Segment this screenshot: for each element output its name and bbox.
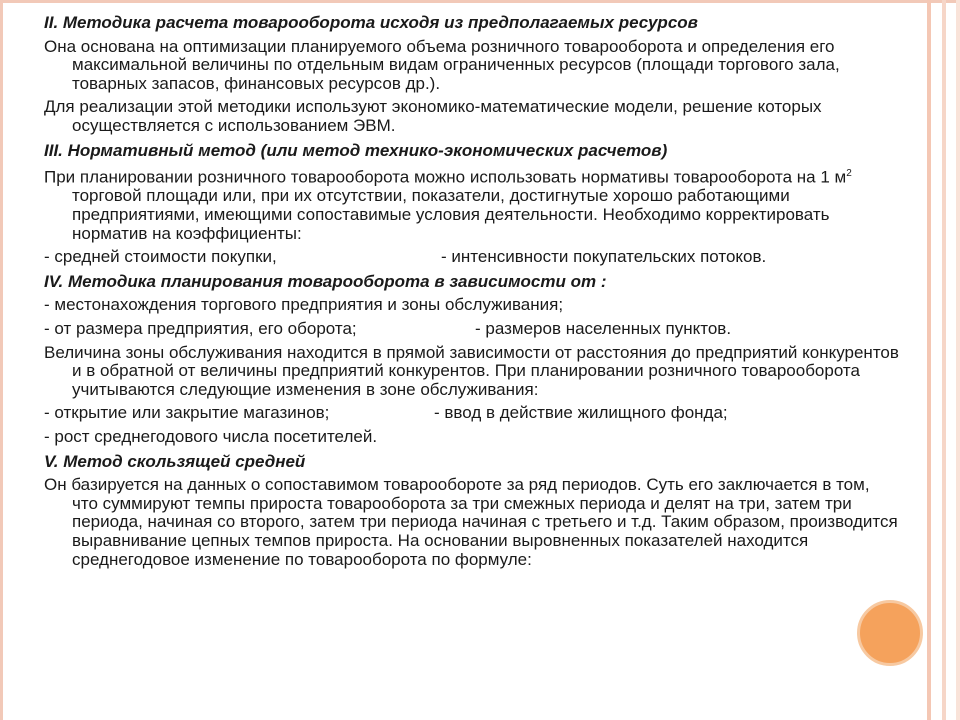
list-item-4c <box>44 404 900 423</box>
paragraph-3a-text-2: торговой площади или, при их отсутствии, показатели, достигнутые хорошо работающими предприятиями, имеющими сопоставимые условия деятельности. Необходимо корректировать норматив на коэффициенты: <box>72 186 830 243</box>
list-item-4b <box>44 320 900 339</box>
paragraph-3a-text-1: При планировании розничного товарооборота можно использовать нормативы товарооборота на 1 м <box>44 167 847 187</box>
list-item-4b-left: - от размера предприятия, его оборота; <box>44 318 357 338</box>
list-item-4c-left: - открытие или закрытие магазинов; <box>44 403 330 423</box>
list-item-3 <box>44 248 900 267</box>
paragraph-2b: Для реализации этой методики используют экономико-математические модели, решение которых осуществляется с использованием ЭВМ. <box>44 97 822 135</box>
list-item-4a: - местонахождения торгового предприятия и зоны обслуживания; <box>44 295 564 315</box>
slide-content <box>44 8 900 574</box>
paragraph-4: Величина зоны обслуживания находится в прямой зависимости от расстояния до предприятий конкурентов и в обратной от величины предприятий конкурентов. При планировании розничного товарооборота учитываются следующие изменения в зоне обслуживания: <box>44 342 899 399</box>
list-item-4c-right: - ввод в действие жилищного фонда; <box>434 403 728 423</box>
list-item-4d: - рост среднегодового числа посетителей. <box>44 426 378 446</box>
stripe <box>942 0 946 720</box>
slide-left-border <box>0 0 3 720</box>
paragraph-2a: Она основана на оптимизации планируемого объема розничного товарооборота и определения его максимальной величины по отдельным видам ограниченных ресурсов (площади торгового зала, товарных запасов, финансовых ресурсов др.). <box>44 36 840 93</box>
decorative-circle <box>857 600 923 666</box>
decorative-stripes <box>927 0 960 720</box>
paragraph-5: Он базируется на данных о сопоставимом товарообороте за ряд периодов. Суть его заключается в том, что суммируют темпы прироста товарооборота за три смежных периода и делят на три, затем три периода, начиная со второго, затем три периода начиная с третьего и т.д. Таким образом, производится выравнивание цепных темпов прироста. На основании выровненных показателей находится среднегодовое изменение по товарооборота по формуле: <box>44 475 898 569</box>
slide-top-border <box>0 0 960 3</box>
section-heading-5: V. Метод скользящей средней <box>44 451 306 471</box>
section-heading-4: IV. Методика планирования товарооборота в зависимости от : <box>44 271 607 291</box>
stripe <box>956 0 960 720</box>
list-item-4b-right: - размеров населенных пунктов. <box>475 318 732 338</box>
superscript-2: 2 <box>846 168 852 180</box>
paragraph-3a <box>44 165 900 243</box>
list-item-3-right: - интенсивности покупательских потоков. <box>441 247 767 267</box>
section-heading-3: III. Нормативный метод (или метод технико-экономических расчетов) <box>44 140 668 160</box>
list-item-3-left: - средней стоимости покупки, <box>44 247 277 267</box>
section-heading-2: II. Методика расчета товарооборота исходя из предполагаемых ресурсов <box>44 13 698 32</box>
stripe <box>927 0 931 720</box>
